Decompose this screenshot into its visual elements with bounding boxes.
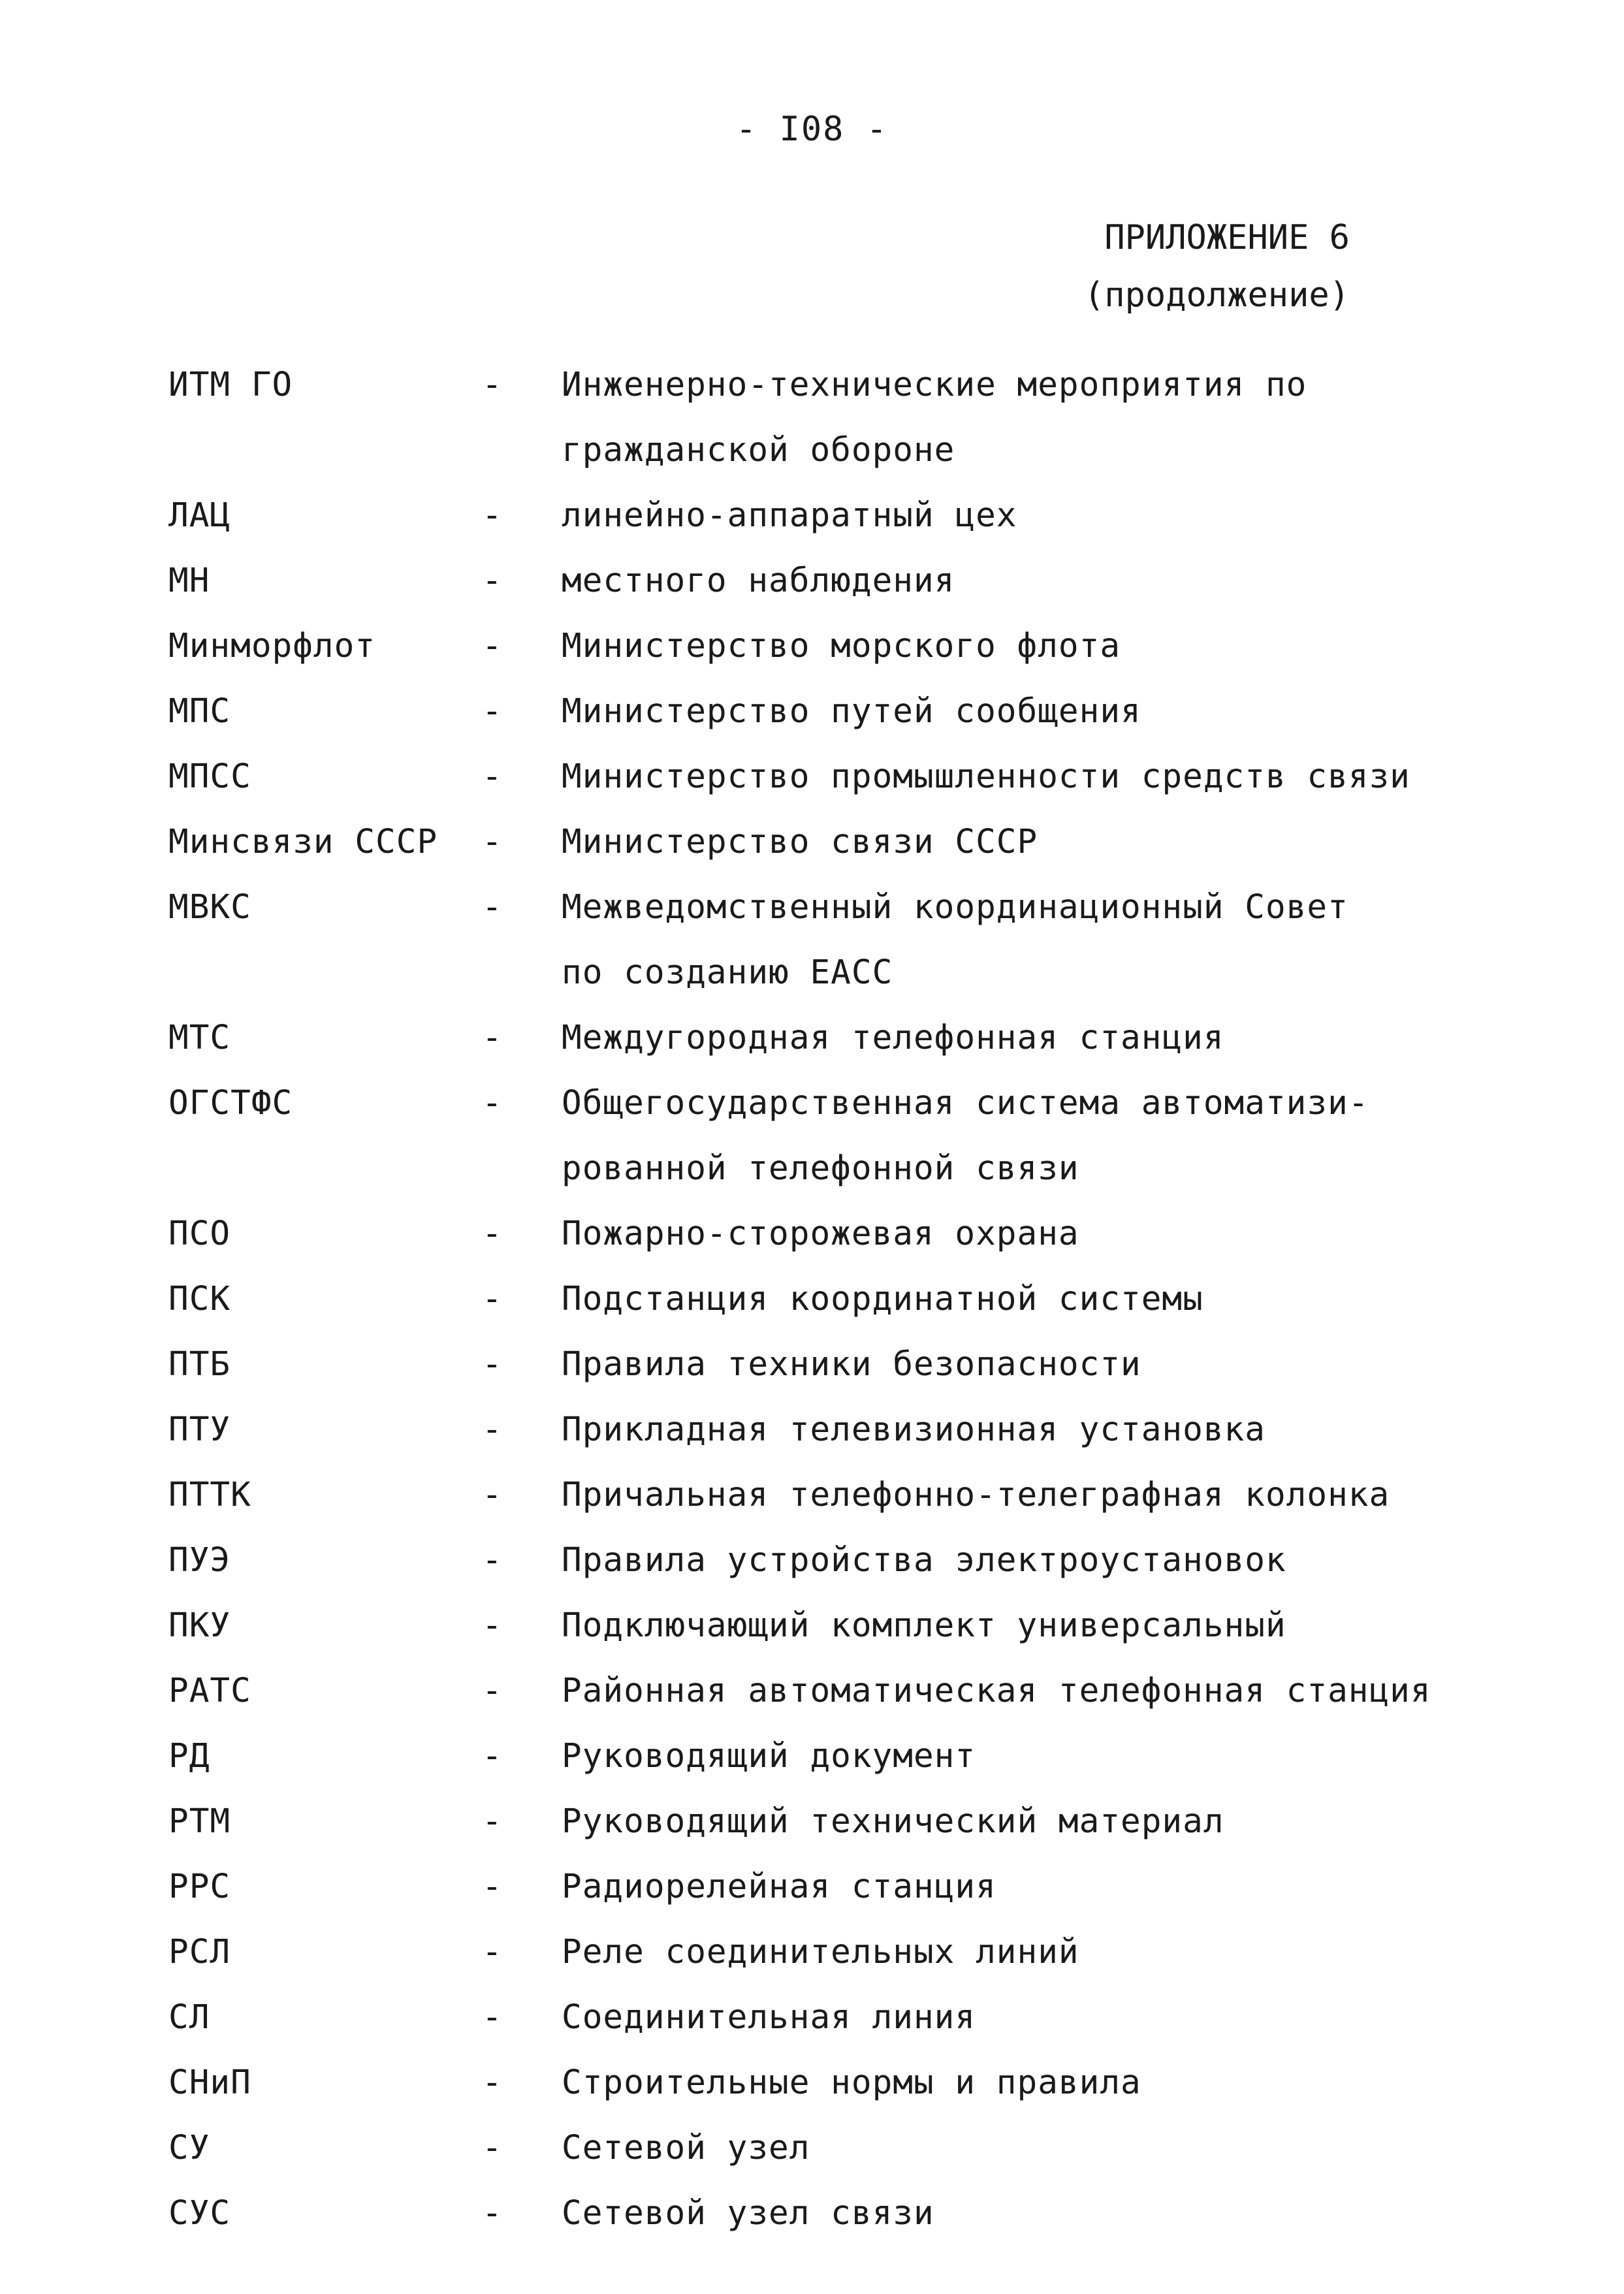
separator-dash: - [482,1606,503,1645]
list-item [168,2050,1468,2116]
abbreviation: ПУЭ [168,1541,231,1580]
definition-line: Общегосударственная система автоматизи- [562,1084,1369,1123]
separator-dash: - [482,1410,503,1449]
definition-line: линейно-аппаратный цех [562,496,1017,535]
list-item [168,744,1468,810]
list-item [168,1397,1468,1463]
definition [562,2181,1468,2246]
separator-dash: - [482,366,503,404]
abbreviation: МН [168,562,210,600]
list-item [168,679,1468,744]
separator-dash: - [482,823,503,861]
definition-line: гражданской обороне [562,431,955,470]
separator-dash: - [482,1998,503,2037]
definition [562,1332,1468,1397]
list-item [168,875,1468,1006]
definition-line: Сетевой узел [562,2129,810,2167]
list-item [168,1202,1468,1267]
separator-dash: - [482,496,503,535]
separator-dash: - [482,1345,503,1384]
definition [562,875,1468,1006]
list-item [168,1006,1468,1071]
definition [562,1397,1468,1463]
abbreviation: РРС [168,1868,231,1906]
definition [562,810,1468,875]
definition-line: Инженерно-технические мероприятия по [562,366,1307,404]
separator-dash: - [482,1280,503,1318]
abbreviation: ЛАЦ [168,496,231,535]
list-item [168,1724,1468,1789]
list-item [168,2116,1468,2181]
abbreviation: СУС [168,2194,231,2233]
separator-dash: - [482,1802,503,1841]
abbreviation: РСЛ [168,1933,231,1971]
abbreviation: ПТБ [168,1345,231,1384]
definition-line: Министерство морского флота [562,627,1121,665]
definition [562,549,1468,614]
definition-line: Сетевой узел связи [562,2194,934,2233]
abbreviation: МВКС [168,888,251,927]
definition-line: Районная автоматическая телефонная станция [562,1672,1431,1710]
separator-dash: - [482,1868,503,1906]
list-item [168,1855,1468,1920]
abbreviation: СНиП [168,2063,251,2102]
definition-line: Радиорелейная станция [562,1868,996,1906]
definition-line: Пожарно-сторожевая охрана [562,1215,1079,1253]
abbreviation: РТМ [168,1802,231,1841]
definition-line: Строительные нормы и правила [562,2063,1141,2102]
abbreviation: ПСК [168,1280,231,1318]
definition-line: местного наблюдения [562,562,955,600]
definition-line: Министерство промышленности средств связи [562,757,1410,796]
definition-line: Министерство путей сообщения [562,692,1141,731]
definition [562,2116,1468,2181]
definition [562,483,1468,549]
list-item [168,810,1468,875]
list-item [168,1332,1468,1397]
separator-dash: - [482,692,503,731]
list-item [168,1267,1468,1332]
list-item [168,1985,1468,2050]
separator-dash: - [482,1933,503,1971]
list-item [168,1920,1468,1985]
list-item [168,2181,1468,2246]
definition-line: рованной телефонной связи [562,1149,1079,1188]
abbreviation: МТС [168,1019,231,1057]
definition-line: Соединительная линия [562,1998,976,2037]
definition [562,1267,1468,1332]
abbreviation: МПС [168,692,231,731]
abbreviation-list [168,353,1468,2246]
definition-line: Правила устройства электроустановок [562,1541,1286,1580]
separator-dash: - [482,1541,503,1580]
separator-dash: - [482,2129,503,2167]
definition-line: Прикладная телевизионная установка [562,1410,1266,1449]
abbreviation: ПТУ [168,1410,231,1449]
definition [562,1920,1468,1985]
definition-line: Причальная телефонно-телеграфная колонка [562,1476,1390,1514]
list-item [168,1659,1468,1724]
definition [562,1593,1468,1659]
abbreviation: ПТТК [168,1476,251,1514]
page-number: - I08 - [735,110,889,149]
definition-line: Министерство связи СССР [562,823,1038,861]
list-item [168,1789,1468,1855]
definition [562,614,1468,679]
abbreviation: ИТМ ГО [168,366,293,404]
list-item [168,549,1468,614]
definition [562,1659,1468,1724]
definition-line: Реле соединительных линий [562,1933,1079,1971]
list-item [168,1071,1468,1202]
abbreviation: РАТС [168,1672,251,1710]
list-item [168,483,1468,549]
appendix-subtitle: (продолжение) [1084,276,1350,315]
abbreviation: РД [168,1737,210,1776]
separator-dash: - [482,757,503,796]
separator-dash: - [482,1084,503,1123]
appendix-title: ПРИЛОЖЕНИЕ 6 [1104,218,1350,257]
abbreviation: МПСС [168,757,251,796]
list-item [168,353,1468,483]
list-item [168,1528,1468,1593]
definition [562,1463,1468,1528]
definition-line: Междугородная телефонная станция [562,1019,1224,1057]
abbreviation: СЛ [168,1998,210,2037]
definition [562,1528,1468,1593]
abbreviation: СУ [168,2129,210,2167]
list-item [168,1593,1468,1659]
definition [562,1071,1468,1202]
definition [562,679,1468,744]
separator-dash: - [482,888,503,927]
definition [562,744,1468,810]
definition-line: Подстанция координатной системы [562,1280,1203,1318]
appendix-heading [1084,209,1350,324]
abbreviation: ПКУ [168,1606,231,1645]
definition-line: по созданию ЕАСС [562,953,893,992]
separator-dash: - [482,1476,503,1514]
separator-dash: - [482,1672,503,1710]
definition-line: Руководящий технический материал [562,1802,1224,1841]
definition [562,1724,1468,1789]
separator-dash: - [482,1215,503,1253]
definition [562,1789,1468,1855]
definition [562,1202,1468,1267]
abbreviation: Минсвязи СССР [168,823,438,861]
separator-dash: - [482,627,503,665]
definition [562,353,1468,483]
definition [562,1855,1468,1920]
abbreviation: ОГСТФС [168,1084,293,1123]
separator-dash: - [482,562,503,600]
abbreviation: ПСО [168,1215,231,1253]
definition-line: Руководящий документ [562,1737,976,1776]
definition-line: Подключающий комплект универсальный [562,1606,1286,1645]
definition-line: Межведомственный координационный Совет [562,888,1348,927]
definition [562,1006,1468,1071]
separator-dash: - [482,1019,503,1057]
definition [562,1985,1468,2050]
separator-dash: - [482,1737,503,1776]
definition-line: Правила техники безопасности [562,1345,1141,1384]
separator-dash: - [482,2194,503,2233]
abbreviation: Минморфлот [168,627,376,665]
definition [562,2050,1468,2116]
list-item [168,614,1468,679]
separator-dash: - [482,2063,503,2102]
list-item [168,1463,1468,1528]
